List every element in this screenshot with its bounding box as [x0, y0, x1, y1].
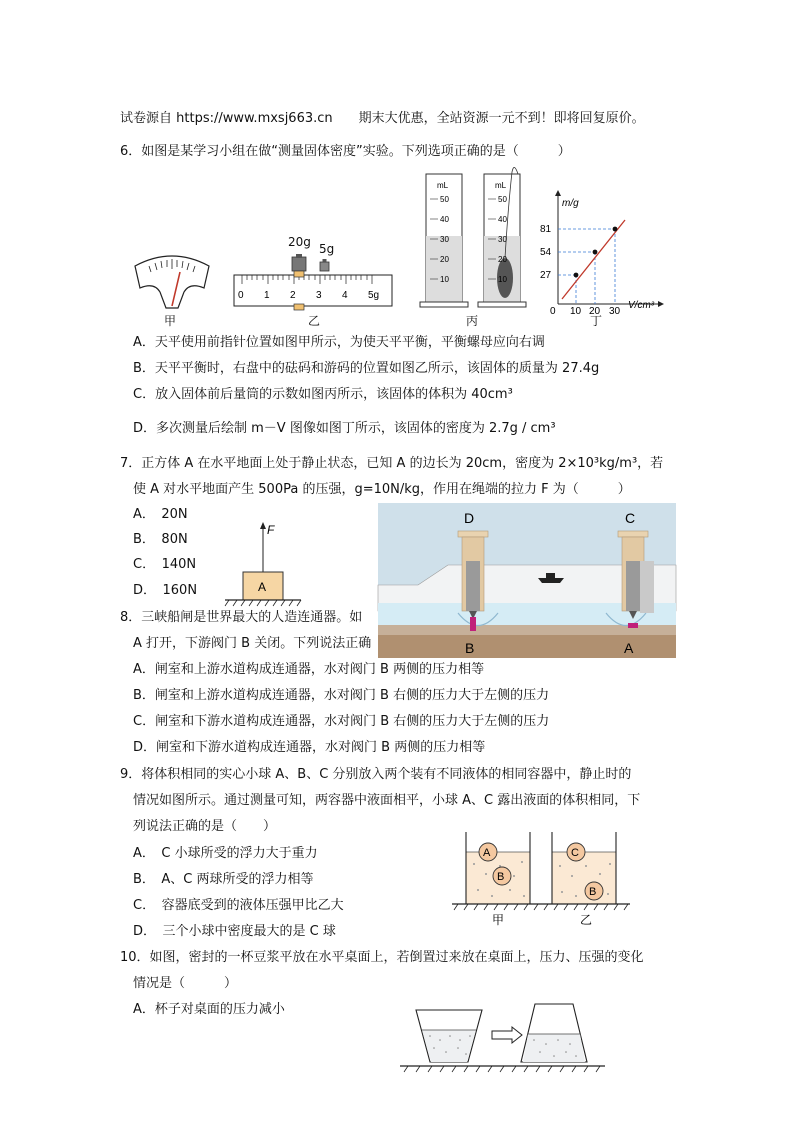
q9-stem-line2: 情况如图所示。通过测量可知，两容器中液面相平，小球 A、C 露出液面的体积相同，下 — [133, 793, 641, 808]
fig-q7-block — [225, 520, 305, 612]
cyl1-tick-40: 40 — [440, 215, 449, 224]
graph-ytick-54: 54 — [540, 247, 552, 258]
cyl1-tick-30: 30 — [440, 235, 449, 244]
q9-option-c: C． 容器底受到的液体压强甲比乙大 — [133, 898, 344, 913]
graph-ytick-27: 27 — [540, 270, 552, 281]
q10-option-a: A．杯子对桌面的压力减小 — [133, 1002, 285, 1017]
q7-stem-line1: 7．正方体 A 在水平地面上处于静止状态，已知 A 的边长为 20cm，密度为 2×10³kg/m³，若 — [120, 456, 664, 471]
graph-origin: 0 — [550, 306, 556, 317]
q8-stem-line1: 8．三峡船闸是世界最大的人造连通器。如 — [120, 610, 363, 625]
ruler-tick-5: 5g — [368, 290, 380, 301]
cyl2-tick-40: 40 — [498, 215, 507, 224]
q7-stem-line2: 使 A 对水平地面产生 500Pa 的压强，g=10N/kg，作用在绳端的拉力 F 为（ ） — [133, 482, 631, 497]
q7-option-c: C． 140N — [133, 557, 197, 572]
fig-yi-ruler — [233, 254, 393, 314]
ball-b-left-label: B — [497, 871, 505, 883]
q9-option-d: D． 三个小球中密度最大的是 C 球 — [133, 924, 336, 939]
q8-stem-line2: A 打开，下游阀门 B 关闭。下列说法正确 — [133, 636, 372, 651]
graph-ylabel: m/g — [562, 198, 579, 209]
q7-option-a: A． 20N — [133, 507, 188, 522]
cyl1-tick-20: 20 — [440, 255, 449, 264]
graph-xtick-30: 30 — [609, 306, 621, 317]
q8-option-a: A．闸室和上游水道构成连通器，水对阀门 B 两侧的压力相等 — [133, 662, 485, 677]
q9-option-a: A． C 小球所受的浮力大于重力 — [133, 846, 318, 861]
cyl2-unit: mL — [495, 181, 507, 190]
ball-b-right-label: B — [589, 886, 597, 898]
fig-yi-label: 乙 — [308, 314, 321, 328]
fig-bing-cylinders — [418, 168, 538, 310]
fig-q9-containers — [452, 830, 632, 928]
cyl2-tick-30: 30 — [498, 235, 507, 244]
q9-stem-line1: 9．将体积相同的实心小球 A、B、C 分别放入两个装有不同液体的相同容器中，静止时的 — [120, 767, 632, 782]
q9-stem-line3: 列说法正确的是（ ） — [133, 819, 277, 834]
force-label: F — [267, 523, 275, 537]
cyl1-unit: mL — [437, 181, 449, 190]
ball-a-label: A — [483, 847, 491, 859]
cyl2-tick-20: 20 — [498, 255, 507, 264]
lock-label-d: D — [464, 510, 475, 526]
q8-option-d: D．闸室和下游水道构成连通器，水对阀门 B 两侧的压力相等 — [133, 740, 486, 755]
fig-ding-label: 丁 — [590, 314, 603, 328]
fig-jia-dial — [132, 252, 212, 317]
lock-label-a: A — [624, 640, 634, 656]
container-jia-label: 甲 — [492, 913, 505, 927]
fig-ding-graph — [540, 190, 665, 318]
q6-stem: 6．如图是某学习小组在做“测量固体密度”实验。下列选项正确的是（ ） — [120, 144, 571, 159]
q9-option-b: B． A、C 两球所受的浮力相等 — [133, 872, 314, 887]
q7-option-d: D． 160N — [133, 583, 198, 598]
ruler-tick-2: 2 — [290, 290, 296, 301]
fig-jia-label: 甲 — [164, 314, 177, 328]
graph-xlabel: V/cm³ — [628, 300, 655, 311]
ruler-tick-3: 3 — [316, 290, 322, 301]
fig-q10-cups — [400, 996, 615, 1078]
q6-option-d: D．多次测量后绘制 m－V 图像如图丁所示，该固体的密度为 2.7g / cm³ — [133, 421, 556, 436]
q7-option-b: B． 80N — [133, 532, 188, 547]
ball-c-label: C — [571, 847, 579, 859]
cyl2-tick-10: 10 — [498, 275, 507, 284]
container-yi-label: 乙 — [580, 913, 593, 927]
ruler-tick-4: 4 — [342, 290, 348, 301]
weight-20g-label: 20g — [288, 235, 311, 249]
graph-xtick-20: 20 — [589, 306, 601, 317]
lock-label-b: B — [465, 640, 475, 656]
lock-label-c: C — [625, 510, 636, 526]
block-label: A — [258, 580, 267, 594]
fig-bing-label: 丙 — [466, 314, 479, 328]
cyl1-tick-50: 50 — [440, 195, 449, 204]
q10-stem-line1: 10．如图，密封的一杯豆浆平放在水平桌面上，若倒置过来放在桌面上，压力、压强的变化 — [120, 950, 644, 965]
cyl1-tick-10: 10 — [440, 275, 449, 284]
weight-5g-label: 5g — [319, 242, 335, 256]
q6-option-a: A．天平使用前指针位置如图甲所示，为使天平平衡，平衡螺母应向右调 — [133, 335, 545, 350]
graph-ytick-81: 81 — [540, 224, 552, 235]
ruler-tick-0: 0 — [238, 290, 244, 301]
q8-option-b: B．闸室和上游水道构成连通器，水对阀门 B 右侧的压力大于左侧的压力 — [133, 688, 550, 703]
page-header: 试卷源自 https://www.mxsj663.cn 期末大优惠，全站资源一元不到！即将回复原价。 — [120, 111, 645, 126]
graph-xtick-10: 10 — [570, 306, 582, 317]
fig-ship-lock — [378, 503, 676, 658]
ruler-tick-1: 1 — [264, 290, 270, 301]
q6-option-b: B．天平平衡时，右盘中的砝码和游码的位置如图乙所示，该固体的质量为 27.4g — [133, 361, 600, 376]
q8-option-c: C．闸室和下游水道构成连通器，水对阀门 B 右侧的压力大于左侧的压力 — [133, 714, 550, 729]
q6-option-c: C．放入固体前后量筒的示数如图丙所示，该固体的体积为 40cm³ — [133, 387, 513, 402]
cyl2-tick-50: 50 — [498, 195, 507, 204]
q10-stem-line2: 情况是（ ） — [133, 976, 238, 991]
